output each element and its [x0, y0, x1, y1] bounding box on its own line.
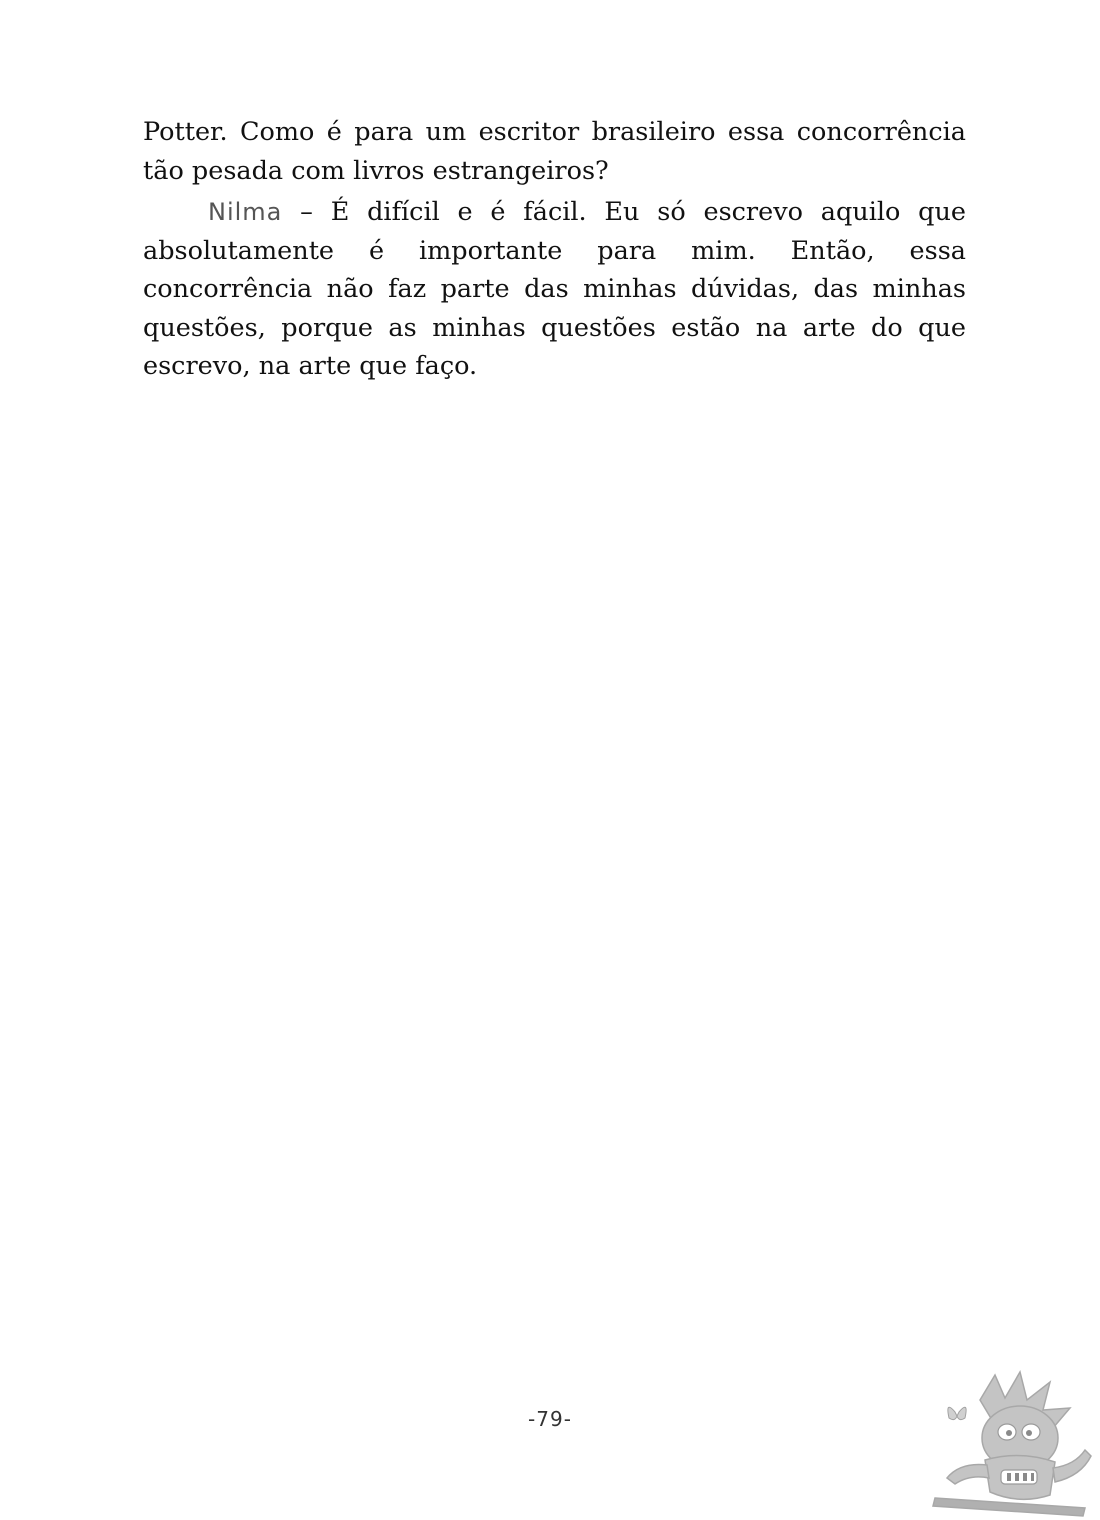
speaker-name: Nilma — [208, 198, 283, 226]
paragraph-answer — [143, 193, 966, 386]
paragraph-question: Potter. Como é para um escritor brasileiro essa concorrência tão pesada com livros estrangeiros? — [143, 117, 966, 186]
body-text — [143, 113, 966, 386]
cartoon-character-logo — [925, 1370, 1100, 1520]
page-number: -79- — [528, 1407, 572, 1431]
answer-text: – É difícil e é fácil. Eu só escrevo aquilo que absolutamente é importante para mim. Então, essa concorrência não faz parte das minhas dúvidas, das minhas questões, porque as minhas questões estão na arte do que escrevo, na arte que faço. — [143, 197, 966, 381]
